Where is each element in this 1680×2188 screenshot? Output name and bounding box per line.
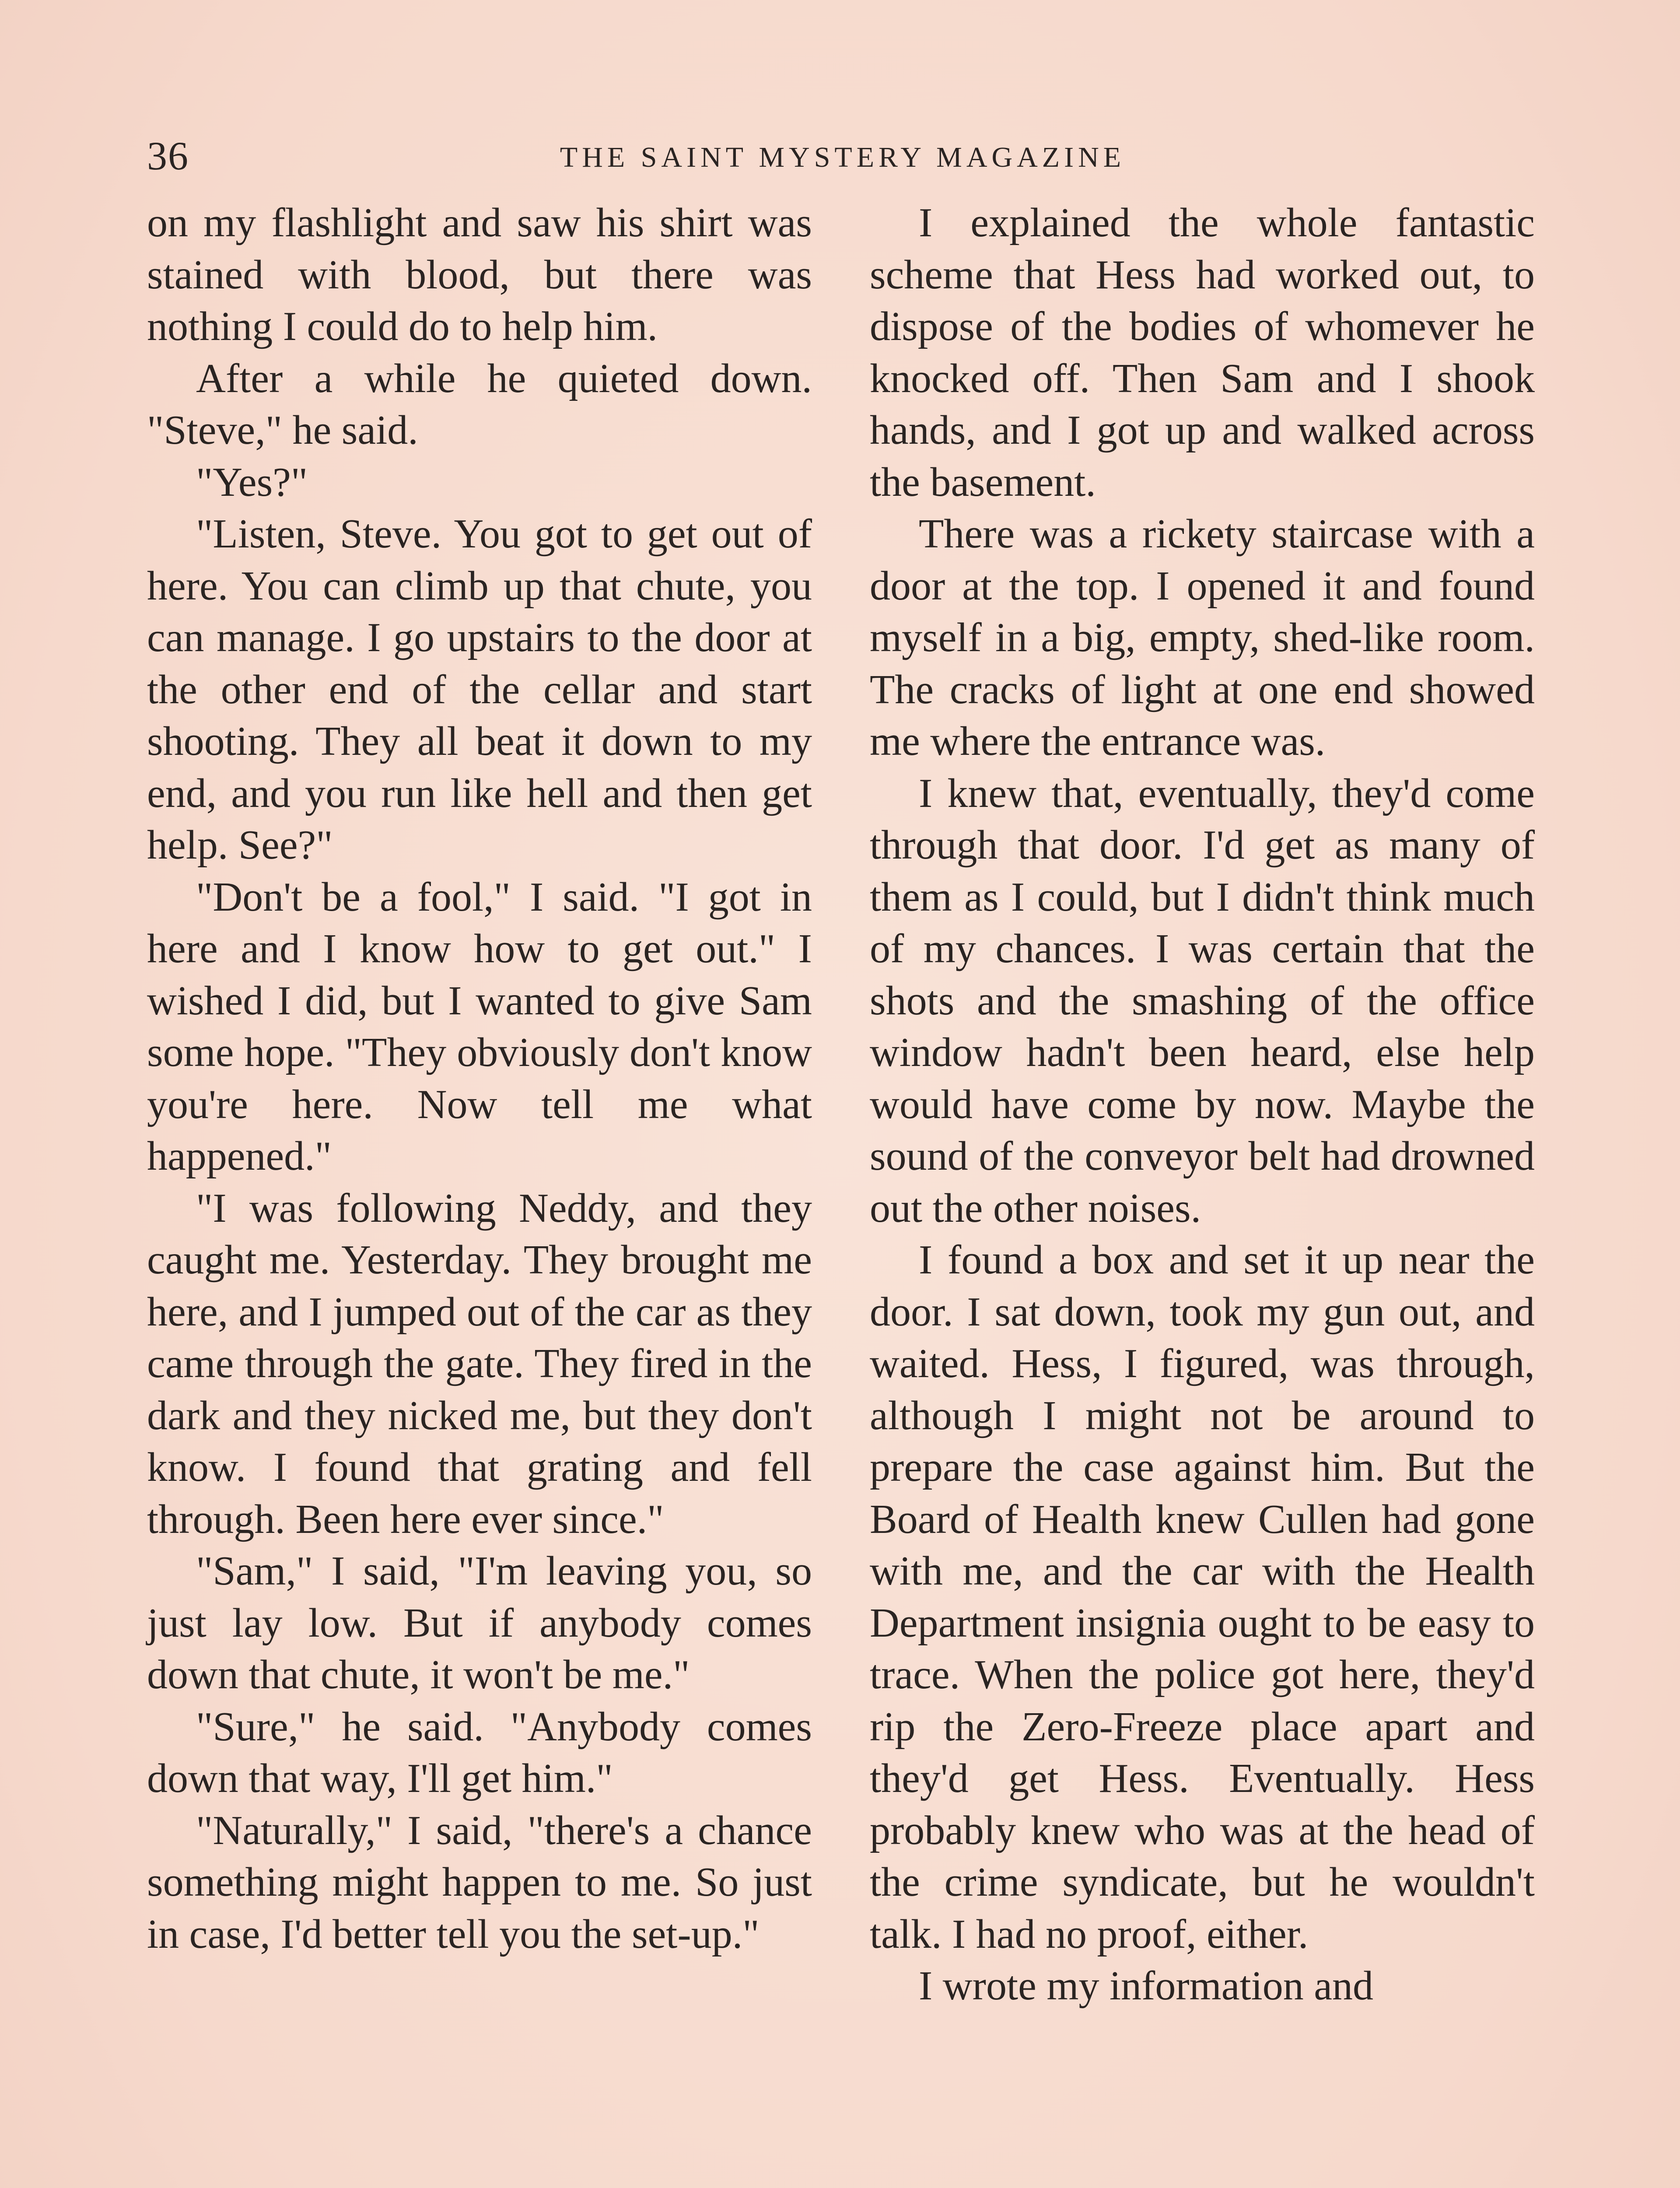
paragraph: There was a rickety staircase with a door at the top. I opened it and found myself in a big, empty, shed-like room. The cracks of light at one end showed me where the entrance was. — [870, 511, 1535, 764]
paragraph: "I was following Neddy, and they caught me. Yesterday. They brought me here, and I jumped out of the car as they came through the gate. They fired in the dark and they nicked me, but they don't know. I found that grating and fell through. Been here ever since." — [147, 1185, 812, 1542]
magazine-title: THE SAINT MYSTERY MAGAZINE — [560, 141, 1126, 173]
paragraph: "Yes?" — [196, 459, 308, 505]
paragraph: I wrote my information and — [919, 1963, 1373, 2009]
paragraph: After a while he quieted down. "Steve," he said. — [147, 355, 812, 453]
right-column — [870, 197, 1535, 2012]
paragraph: "Sure," he said. "Anybody comes down that way, I'll get him." — [147, 1704, 812, 1801]
paragraph: I knew that, eventually, they'd come through that door. I'd get as many of them as I could, but I didn't think much of my chances. I was certain that the shots and the smashing of the office window hadn't been heard, else help would have come by now. Maybe the sound of the conveyor belt had drowned out the other noises. — [870, 770, 1535, 1231]
paragraph: I explained the whole fantastic scheme that Hess had worked out, to dispose of the bodies of whomever he knocked off. Then Sam and I shook hands, and I got up and walked across the basement. — [870, 200, 1535, 505]
paragraph: I found a box and set it up near the door. I sat down, took my gun out, and waited. Hess, I figured, was through, although I might not be around to prepare the case against him. But the Board of Health knew Cullen had gone with me, and the car with the Health Department insignia ought to be easy to trace. When the police got here, they'd rip the Zero-Freeze place apart and they'd get Hess. Eventually. Hess probably knew who was at the head of the crime syndicate, but he wouldn't talk. I had no proof, either. — [870, 1237, 1535, 1957]
paragraph: "Listen, Steve. You got to get out of here. You can climb up that chute, you can manage. I go upstairs to the door at the other end of the cellar and start shooting. They all beat it down to my end, and you run like hell and then get help. See?" — [147, 511, 812, 868]
paragraph: "Naturally," I said, "there's a chance something might happen to me. So just in case, I'd better tell you the set-up." — [147, 1807, 812, 1957]
page-number: 36 — [147, 133, 189, 178]
paragraph: on my flashlight and saw his shirt was stained with blood, but there was nothing I could do to help him. — [147, 200, 812, 349]
running-head — [147, 130, 1538, 182]
paragraph: "Sam," I said, "I'm leaving you, so just lay low. But if anybody comes down that chute, it won't be me." — [147, 1548, 812, 1697]
left-column — [147, 197, 812, 1960]
paragraph: "Don't be a fool," I said. "I got in here and I know how to get out." I wished I did, but I wanted to give Sam some hope. "They obviously don't know you're here. Now tell me what happened." — [147, 874, 812, 1179]
